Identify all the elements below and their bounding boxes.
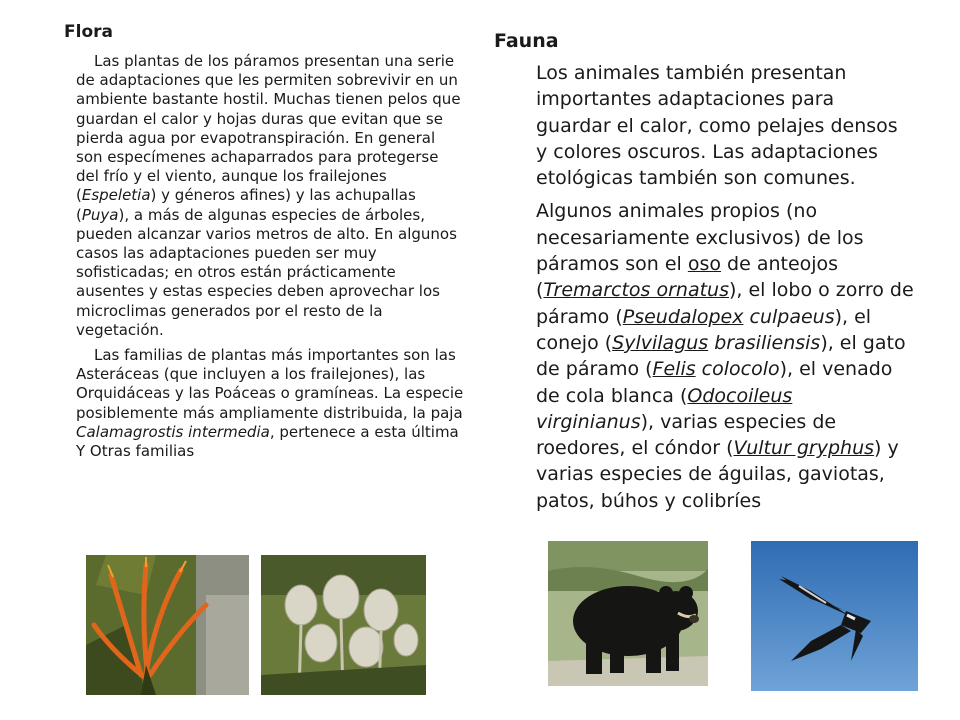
condor-photo [751, 541, 918, 691]
text-run: brasiliensis [714, 331, 821, 354]
text-run: ) y géneros afines) y las achupallas ( [76, 186, 416, 224]
text-run: de anteojos ( [536, 253, 839, 302]
fauna-heading: Fauna [494, 30, 559, 52]
text-run: Sylvilagus [612, 331, 709, 354]
text-run: ), a más de algunas especies de árboles, pueden alcanzar varios metros de alto. En algunos casos las adaptaciones pueden ser muy sofisticadas; en otros están prácticamente ausentes y estas especies deben aprovechar los microclimas generados por el resto de la vegetación. [76, 205, 457, 339]
fauna-paragraph-1: Los animales también presentan importantes adaptaciones para guardar el calor, como pelajes densos y colores oscuros. Las adaptaciones etológicas también son comunes. [536, 62, 898, 190]
flora-text [76, 52, 466, 467]
text-run: culpaeus [749, 305, 835, 328]
orange-flower-photo [86, 555, 249, 695]
text-run: Pseudalopex [622, 305, 744, 328]
text-run: oso [687, 253, 721, 276]
text-run: , pertenece a esta última Y Otras familias [76, 422, 459, 461]
text-run: Espeletia [81, 186, 151, 205]
text-run: Calamagrostis intermedia [76, 422, 270, 441]
text-run: Vultur gryphus [733, 437, 875, 460]
flora-paragraph-2 [76, 346, 466, 461]
text-run: Tremarctos ornatus [543, 279, 729, 302]
text-run: Las plantas de los páramos presentan una serie de adaptaciones que les permiten sobrevivir en un ambiente bastante hostil. Muchas tienen pelos que guardan el calor y hojas duras que evitan que se pierda agua por evapotranspiración. En general son especímenes achaparrados para protegerse del frío y el viento, aunque los frailejones ( [76, 52, 461, 205]
text-run: colocolo [701, 358, 780, 381]
text-run: Algunos animales propios (no necesariamente exclusivos) de los páramos son el [536, 200, 864, 276]
text-run: Odocoileus [687, 384, 793, 407]
text-run: Puya [81, 205, 119, 224]
text-run: ), el venado de cola blanca ( [536, 358, 893, 407]
fauna-text [536, 60, 914, 521]
fauna-paragraph-2 [536, 198, 914, 514]
text-run: ), el gato de páramo ( [536, 331, 906, 381]
text-run: ), varias especies de roedores, el cóndor ( [536, 410, 837, 460]
text-run: Felis [652, 358, 696, 381]
white-flower-photo [261, 555, 426, 695]
text-run: ), el conejo ( [536, 305, 872, 354]
text-run: ), el lobo o zorro de páramo ( [536, 279, 914, 328]
text-run: virginianus [536, 410, 641, 433]
flora-paragraph-1 [76, 52, 466, 340]
text-run: Las familias de plantas más importantes son las Asteráceas (que incluyen a los frailejones), las Orquidáceas y las Poáceas o gramíneas. La especie posiblemente más ampliamente distribuida, la paja [76, 346, 464, 422]
spectacled-bear-photo [548, 541, 708, 686]
text-run: ) y varias especies de águilas, gaviotas, patos, búhos y colibríes [536, 437, 899, 512]
flora-heading: Flora [64, 22, 113, 42]
